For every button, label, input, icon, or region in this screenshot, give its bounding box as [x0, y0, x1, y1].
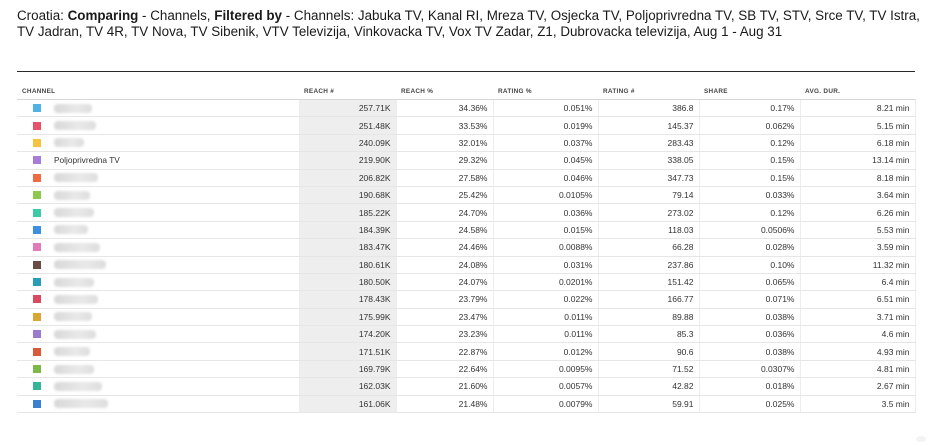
column-header-rating-pct[interactable]: RATING % [493, 84, 598, 100]
channel-cell-content [22, 399, 294, 408]
title-divider [17, 71, 915, 72]
channel-name-redacted [54, 208, 94, 217]
series-color-swatch[interactable] [33, 348, 41, 356]
table-row[interactable] [17, 308, 915, 325]
cell-avg-dur: 6.4 min [800, 273, 915, 290]
cell-channel [17, 378, 299, 395]
channel-cell-content [22, 121, 294, 130]
cell-reach-pct: 24.08% [396, 256, 493, 273]
channel-name-redacted [54, 243, 100, 252]
series-color-swatch[interactable] [33, 226, 41, 234]
cell-rating-num: 66.28 [598, 239, 699, 256]
series-color-swatch[interactable] [33, 139, 41, 147]
channel-cell-content [22, 208, 294, 217]
cell-share: 0.071% [699, 291, 800, 308]
channel-cell-content [22, 138, 294, 147]
cell-share: 0.12% [699, 204, 800, 221]
cell-rating-num: 166.77 [598, 291, 699, 308]
cell-rating-num: 89.88 [598, 308, 699, 325]
channel-name-redacted [54, 173, 98, 182]
cell-share: 0.038% [699, 343, 800, 360]
channel-name-redacted [54, 121, 96, 130]
cell-channel [17, 186, 299, 203]
channel-cell-content [22, 152, 294, 168]
cell-channel [17, 395, 299, 412]
series-color-swatch[interactable] [33, 278, 41, 286]
cell-rating-pct: 0.0057% [493, 378, 598, 395]
cell-channel [17, 291, 299, 308]
series-color-swatch[interactable] [33, 261, 41, 269]
cell-rating-num: 151.42 [598, 273, 699, 290]
channel-cell-content [22, 260, 294, 269]
cell-reach-pct: 21.60% [396, 378, 493, 395]
cell-channel [17, 360, 299, 377]
series-color-swatch[interactable] [33, 156, 41, 164]
cell-reach-num: 257.71K [299, 100, 396, 117]
cell-rating-pct: 0.011% [493, 326, 598, 343]
cell-rating-num: 71.52 [598, 360, 699, 377]
cell-channel [17, 273, 299, 290]
cell-share: 0.15% [699, 152, 800, 169]
cell-share: 0.065% [699, 273, 800, 290]
table-row[interactable] [17, 117, 915, 134]
cell-rating-num: 283.43 [598, 134, 699, 151]
cell-reach-pct: 24.58% [396, 221, 493, 238]
channel-name-redacted [54, 312, 92, 321]
corner-mark [916, 436, 926, 442]
table-row[interactable] [17, 273, 915, 290]
table-body [17, 100, 915, 413]
cell-share: 0.038% [699, 308, 800, 325]
channel-cell-content [22, 278, 294, 287]
title-filtered-label: Filtered by [214, 8, 282, 23]
cell-reach-pct: 32.01% [396, 134, 493, 151]
cell-avg-dur: 2.67 min [800, 378, 915, 395]
table-row[interactable] [17, 395, 915, 412]
cell-share: 0.10% [699, 256, 800, 273]
cell-reach-num: 169.79K [299, 360, 396, 377]
cell-rating-num: 347.73 [598, 169, 699, 186]
cell-reach-pct: 24.70% [396, 204, 493, 221]
cell-reach-num: 206.82K [299, 169, 396, 186]
channel-cell-content [22, 104, 294, 113]
cell-channel [17, 343, 299, 360]
title-country: Croatia: [17, 8, 64, 23]
cell-channel [17, 221, 299, 238]
channel-cell-content [22, 191, 294, 200]
title-filtered-value: - Channels: Jabuka TV, Kanal RI, Mreza TV, Osjecka TV, Poljoprivredna TV, SB TV, STV, Srce TV, TV Istra, TV Jadran, TV 4R, TV Nova, TV Sibenik, VTV Televizija, Vinkovacka TV, Vox TV Zadar, Z1, Dubrovacka televizija, Aug 1 - Aug 31 [17, 8, 920, 39]
cell-rating-num: 79.14 [598, 186, 699, 203]
cell-rating-num: 85.3 [598, 326, 699, 343]
channel-cell-content [22, 330, 294, 339]
cell-reach-num: 219.90K [299, 152, 396, 169]
cell-reach-num: 162.03K [299, 378, 396, 395]
cell-channel [17, 204, 299, 221]
channel-cell-content [22, 295, 294, 304]
cell-avg-dur: 5.15 min [800, 117, 915, 134]
channel-cell-content [22, 382, 294, 391]
cell-avg-dur: 3.59 min [800, 239, 915, 256]
cell-reach-num: 240.09K [299, 134, 396, 151]
cell-reach-pct: 21.48% [396, 395, 493, 412]
cell-reach-pct: 24.07% [396, 273, 493, 290]
channel-name-redacted [54, 278, 94, 287]
cell-rating-pct: 0.0095% [493, 360, 598, 377]
table-row[interactable] [17, 326, 915, 343]
cell-reach-num: 251.48K [299, 117, 396, 134]
column-header-avg-dur[interactable]: AVG. DUR. [800, 84, 915, 100]
channel-name-redacted [54, 295, 98, 304]
series-color-swatch[interactable] [33, 400, 41, 408]
cell-avg-dur: 8.18 min [800, 169, 915, 186]
table-row[interactable] [17, 204, 915, 221]
cell-channel [17, 256, 299, 273]
cell-avg-dur: 6.51 min [800, 291, 915, 308]
cell-channel [17, 117, 299, 134]
column-header-rating-num[interactable]: RATING # [598, 84, 699, 100]
channel-name-redacted [54, 260, 106, 269]
table-row[interactable] [17, 256, 915, 273]
series-color-swatch[interactable] [33, 243, 41, 251]
channel-cell-content [22, 312, 294, 321]
series-color-swatch[interactable] [33, 174, 41, 182]
cell-rating-pct: 0.0201% [493, 273, 598, 290]
cell-reach-pct: 23.47% [396, 308, 493, 325]
cell-rating-num: 59.91 [598, 395, 699, 412]
cell-avg-dur: 8.21 min [800, 100, 915, 117]
cell-channel [17, 100, 299, 117]
channels-table [17, 84, 916, 413]
channel-name-redacted [54, 382, 102, 391]
cell-share: 0.12% [699, 134, 800, 151]
series-color-swatch[interactable] [33, 209, 41, 217]
cell-avg-dur: 4.93 min [800, 343, 915, 360]
channel-cell-content [22, 347, 294, 356]
cell-reach-num: 185.22K [299, 204, 396, 221]
cell-reach-num: 171.51K [299, 343, 396, 360]
cell-reach-pct: 23.23% [396, 326, 493, 343]
table-row[interactable] [17, 134, 915, 151]
table-row[interactable] [17, 291, 915, 308]
table-row[interactable] [17, 239, 915, 256]
channel-name: Poljoprivredna TV [54, 155, 120, 166]
cell-channel [17, 169, 299, 186]
cell-share: 0.062% [699, 117, 800, 134]
cell-reach-num: 174.20K [299, 326, 396, 343]
cell-reach-pct: 25.42% [396, 186, 493, 203]
cell-avg-dur: 11.32 min [800, 256, 915, 273]
cell-rating-pct: 0.015% [493, 221, 598, 238]
series-color-swatch[interactable] [33, 382, 41, 390]
series-color-swatch[interactable] [33, 191, 41, 199]
cell-rating-pct: 0.019% [493, 117, 598, 134]
cell-rating-num: 386.8 [598, 100, 699, 117]
series-color-swatch[interactable] [33, 313, 41, 321]
cell-reach-pct: 22.64% [396, 360, 493, 377]
cell-avg-dur: 3.71 min [800, 308, 915, 325]
channel-name-redacted [54, 330, 96, 339]
cell-rating-pct: 0.051% [493, 100, 598, 117]
cell-rating-num: 237.86 [598, 256, 699, 273]
column-header-reach-num[interactable]: REACH # [299, 84, 396, 100]
series-color-swatch[interactable] [33, 104, 41, 112]
column-header-share[interactable]: SHARE [699, 84, 800, 100]
cell-reach-pct: 34.36% [396, 100, 493, 117]
table-row[interactable] [17, 186, 915, 203]
cell-reach-num: 190.68K [299, 186, 396, 203]
cell-rating-pct: 0.012% [493, 343, 598, 360]
cell-rating-pct: 0.046% [493, 169, 598, 186]
cell-channel [17, 134, 299, 151]
cell-avg-dur: 3.5 min [800, 395, 915, 412]
cell-reach-pct: 29.32% [396, 152, 493, 169]
table-row[interactable] [17, 152, 915, 169]
cell-rating-num: 273.02 [598, 204, 699, 221]
cell-avg-dur: 13.14 min [800, 152, 915, 169]
channel-cell-content [22, 173, 294, 182]
report-title [17, 8, 922, 40]
cell-share: 0.018% [699, 378, 800, 395]
cell-reach-num: 161.06K [299, 395, 396, 412]
table-header-row [17, 84, 915, 100]
cell-avg-dur: 5.53 min [800, 221, 915, 238]
cell-avg-dur: 6.18 min [800, 134, 915, 151]
cell-rating-pct: 0.0079% [493, 395, 598, 412]
cell-reach-num: 180.61K [299, 256, 396, 273]
table-row[interactable] [17, 378, 915, 395]
column-header-channel[interactable]: CHANNEL [17, 84, 299, 100]
cell-reach-num: 183.47K [299, 239, 396, 256]
cell-rating-pct: 0.0088% [493, 239, 598, 256]
table-row[interactable] [17, 169, 915, 186]
cell-reach-pct: 27.58% [396, 169, 493, 186]
cell-channel [17, 326, 299, 343]
title-comparing-value: - Channels, [142, 8, 211, 23]
cell-rating-num: 338.05 [598, 152, 699, 169]
title-comparing-label: Comparing [67, 8, 139, 23]
cell-rating-pct: 0.0105% [493, 186, 598, 203]
channel-name-redacted [54, 225, 88, 234]
cell-rating-pct: 0.011% [493, 308, 598, 325]
channel-name-redacted [54, 104, 92, 113]
channel-cell-content [22, 365, 294, 374]
cell-rating-pct: 0.036% [493, 204, 598, 221]
cell-reach-num: 184.39K [299, 221, 396, 238]
cell-share: 0.028% [699, 239, 800, 256]
table-row[interactable] [17, 360, 915, 377]
cell-share: 0.033% [699, 186, 800, 203]
cell-share: 0.0307% [699, 360, 800, 377]
cell-channel [17, 239, 299, 256]
channel-name-redacted [54, 191, 90, 200]
channel-name-redacted [54, 347, 90, 356]
cell-channel [17, 152, 299, 169]
cell-avg-dur: 4.81 min [800, 360, 915, 377]
cell-rating-pct: 0.037% [493, 134, 598, 151]
cell-rating-pct: 0.031% [493, 256, 598, 273]
cell-rating-pct: 0.045% [493, 152, 598, 169]
table-row[interactable] [17, 221, 915, 238]
cell-reach-num: 175.99K [299, 308, 396, 325]
cell-rating-num: 145.37 [598, 117, 699, 134]
cell-channel [17, 308, 299, 325]
series-color-swatch[interactable] [33, 330, 41, 338]
cell-share: 0.036% [699, 326, 800, 343]
cell-reach-num: 178.43K [299, 291, 396, 308]
column-header-reach-pct[interactable]: REACH % [396, 84, 493, 100]
channel-cell-content [22, 243, 294, 252]
cell-avg-dur: 4.6 min [800, 326, 915, 343]
cell-reach-pct: 23.79% [396, 291, 493, 308]
cell-reach-num: 180.50K [299, 273, 396, 290]
cell-reach-pct: 24.46% [396, 239, 493, 256]
channel-cell-content [22, 225, 294, 234]
cell-avg-dur: 3.64 min [800, 186, 915, 203]
cell-share: 0.025% [699, 395, 800, 412]
channel-name-redacted [54, 138, 84, 147]
table-row[interactable] [17, 100, 915, 117]
cell-reach-pct: 22.87% [396, 343, 493, 360]
series-color-swatch[interactable] [33, 365, 41, 373]
cell-rating-num: 42.82 [598, 378, 699, 395]
cell-share: 0.15% [699, 169, 800, 186]
cell-share: 0.0506% [699, 221, 800, 238]
channel-name-redacted [54, 365, 94, 374]
channel-name-redacted [54, 399, 108, 408]
series-color-swatch[interactable] [33, 295, 41, 303]
cell-share: 0.17% [699, 100, 800, 117]
cell-avg-dur: 6.26 min [800, 204, 915, 221]
cell-rating-pct: 0.022% [493, 291, 598, 308]
cell-rating-num: 118.03 [598, 221, 699, 238]
cell-rating-num: 90.6 [598, 343, 699, 360]
cell-reach-pct: 33.53% [396, 117, 493, 134]
table-row[interactable] [17, 343, 915, 360]
series-color-swatch[interactable] [33, 122, 41, 130]
